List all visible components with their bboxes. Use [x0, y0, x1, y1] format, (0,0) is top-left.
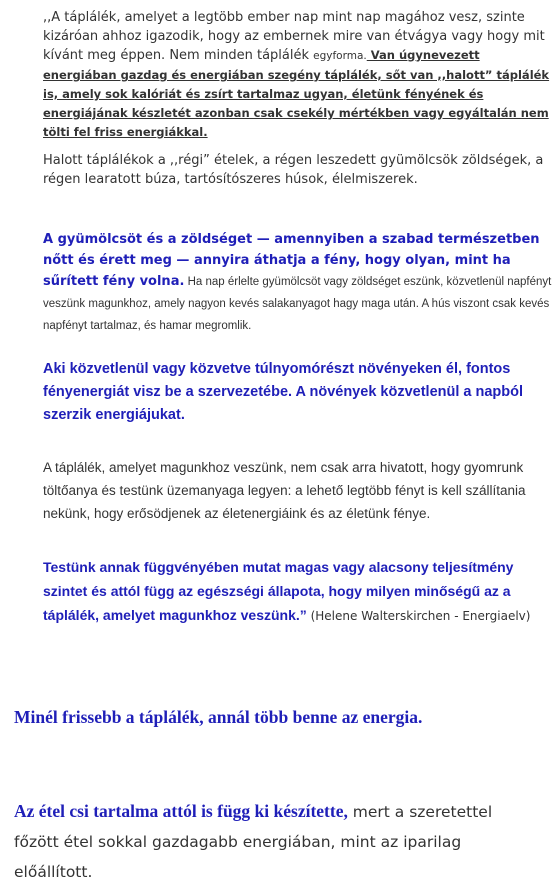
intro-emphasis: Van úgynevezett energiában gazdag és energiában szegény táplálék, sőt van ,,halott” táplálék is, amely sok kalóriát és zsírt tartalmaz ugyan, életünk fényének és energiájának készletét azonban csak csekély mértékben vagy egyáltalán nem tölti fel friss energiákkal.: [43, 48, 550, 139]
paragraph-quote: [43, 555, 553, 628]
quote-emphasis: Testünk annak függvényében mutat magas vagy alacsony teljesítmény szintet és attól függ az egészségi állapota, hogy milyen minőségű az a táplálék, amelyet magunkhoz veszünk.”: [43, 559, 514, 623]
paragraph-chi-content: [14, 797, 534, 887]
paragraph-food-light: A táplálék, amelyet magunkhoz veszünk, nem csak arra hivatott, hogy gyomrunk töltőanya és testünk üzemanyaga legyen: a lehető legtöbb fényt is kell szállítania nekünk, hogy erősödjenek az életenergiáink és az életünk fénye.: [43, 460, 526, 521]
quote-citation: (Helene Walterskirchen - Energiaelv): [306, 609, 531, 623]
fruit-emphasis: A gyümölcsöt és a zöldséget — amennyiben a szabad természetben nőtt és érett meg — annyira áthatja a fény, hogy olyan, mint ha sűrített fény volna.: [43, 232, 540, 289]
intro-small-text: egyforma.: [313, 50, 367, 62]
paragraph-plants-energy: Aki közvetlenül vagy közvetve túlnyomórészt növényeken él, fontos fényenergiát visz be a szervezetébe. A növények közvetlenül a napból szerzik energiájukat.: [43, 361, 524, 423]
chi-emphasis: Az étel csi tartalma attól is függ ki készítette,: [14, 801, 348, 821]
chi-text: mert a szeretettel főzött étel sokkal gazdagabb energiában, mint az iparilag előállított.: [14, 803, 493, 881]
fruit-text: Ha nap érlelte gyümölcsöt vagy zöldséget eszünk, közvetlenül napfényt veszünk magunkhoz, amely nagyon kevés salakanyagot hagy maga után. A hús viszont csak kevés napfényt tartalmaz, és hamar megromlik.: [43, 276, 552, 332]
paragraph-fruit-vegetables: [43, 228, 553, 336]
paragraph-intro: [43, 8, 553, 142]
heading-fresh-food: Minél frissebb a táplálék, annál több benne az energia.: [14, 707, 423, 727]
intro-text: ,,A táplálék, amelyet a legtöbb ember nap mint nap magához vesz, szinte kizáróan ahhoz igazodik, hogy az embernek mire van étvágya vagy hogy mit kívánt meg éppen. Nem minden táplálék: [43, 10, 545, 63]
paragraph-dead-food: Halott táplálékok a ,,régi” ételek, a régen leszedett gyümölcsök zöldségek, a régen learatott búza, tartósítószeres húsok, élelmiszerek.: [43, 153, 544, 187]
